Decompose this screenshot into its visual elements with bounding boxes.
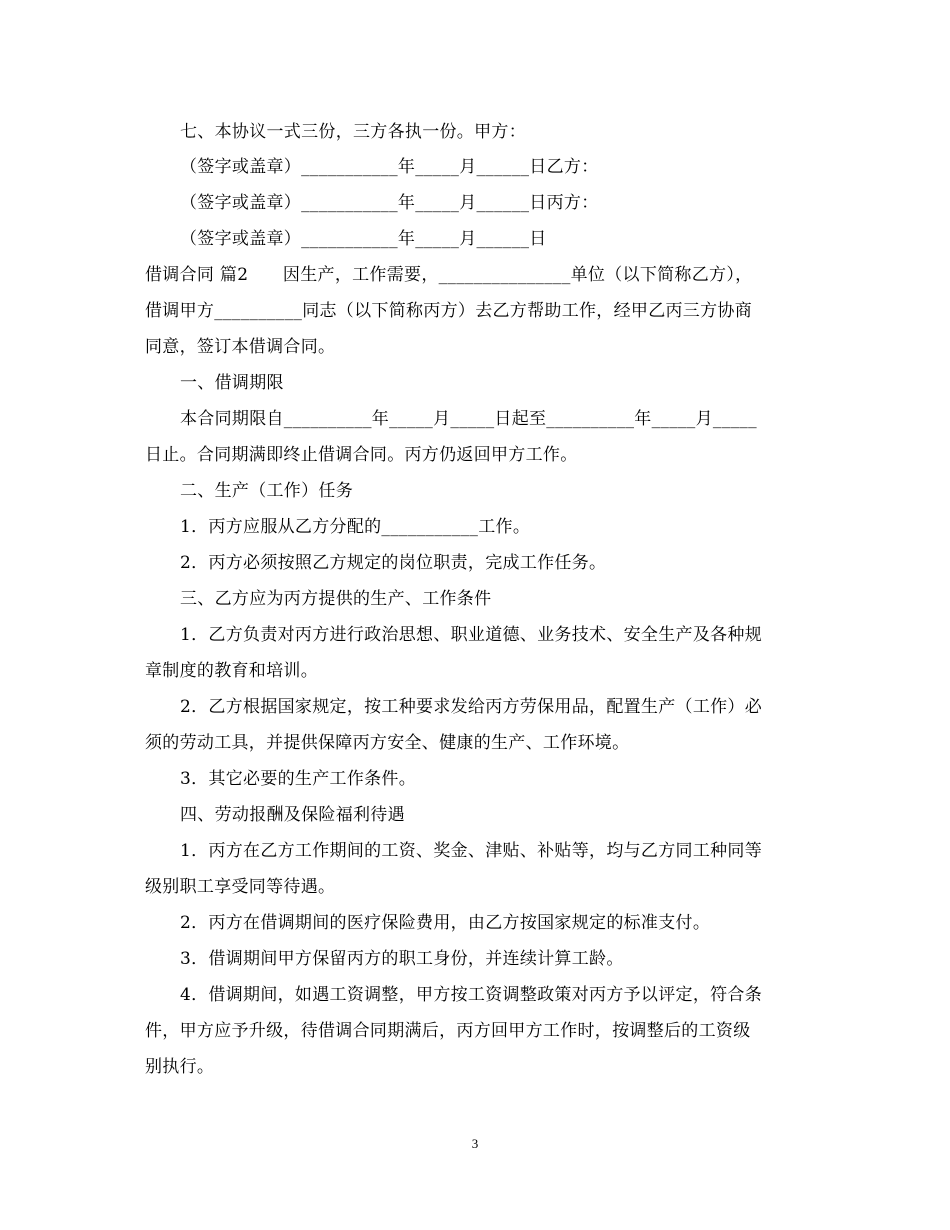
paragraph-line: 1．丙方应服从乙方分配的___________工作。 [180,517,531,537]
paragraph-line: 同意，签订本借调合同。 [145,337,336,357]
paragraph-line: 2．丙方在借调期间的医疗保险费用，由乙方按国家规定的标准支付。 [180,913,711,933]
paragraph-line: 2．乙方根据国家规定，按工种要求发给丙方劳保用品，配置生产（工作）必 [180,697,763,717]
paragraph-line: 借调甲方__________同志（以下简称丙方）去乙方帮助工作，经甲乙丙三方协商 [145,301,752,321]
paragraph-line: 2．丙方必须按照乙方规定的岗位职责，完成工作任务。 [180,553,607,573]
paragraph-line: 级别职工享受同等待遇。 [145,877,336,897]
heading-line: 三、乙方应为丙方提供的生产、工作条件 [180,589,492,609]
paragraph-line: 4．借调期间，如遇工资调整，甲方按工资调整政策对丙方予以评定，符合条 [180,985,763,1005]
paragraph-line: 1．乙方负责对丙方进行政治思想、职业道德、业务技术、安全生产及各种规 [180,625,763,645]
paragraph-line: 七、本协议一式三份，三方各执一份。甲方： [180,122,526,142]
paragraph-line: 1．丙方在乙方工作期间的工资、奖金、津贴、补贴等，均与乙方同工种同等 [180,841,763,861]
heading-line: 四、劳动报酬及保险福利待遇 [180,805,405,825]
section-title-line: 借调合同 篇2 因生产，工作需要，_______________单位（以下简称乙方）， [145,265,753,285]
paragraph-line: （签字或盖章）___________年_____月______日 [180,229,547,249]
paragraph-line: 章制度的教育和培训。 [145,661,318,681]
paragraph-line: 别执行。 [145,1057,215,1077]
page-number: 3 [471,1136,479,1151]
paragraph-line: 3．借调期间甲方保留丙方的职工身份，并连续计算工龄。 [180,949,624,969]
paragraph-line: 日止。合同期满即终止借调合同。丙方仍返回甲方工作。 [145,445,578,465]
paragraph-line: 3．其它必要的生产工作条件。 [180,769,417,789]
paragraph-line: 件，甲方应予升级，待借调合同期满后，丙方回甲方工作时，按调整后的工资级 [145,1021,751,1041]
paragraph-line: 须的劳动工具，并提供保障丙方安全、健康的生产、工作环境。 [145,733,630,753]
paragraph-line: 本合同期限自__________年_____月_____日起至__________年_____月_____ [180,409,757,429]
heading-line: 一、借调期限 [180,373,284,393]
heading-line: 二、生产（工作）任务 [180,481,353,501]
paragraph-line: （签字或盖章）___________年_____月______日乙方： [180,157,599,177]
paragraph-line: （签字或盖章）___________年_____月______日丙方： [180,193,599,213]
